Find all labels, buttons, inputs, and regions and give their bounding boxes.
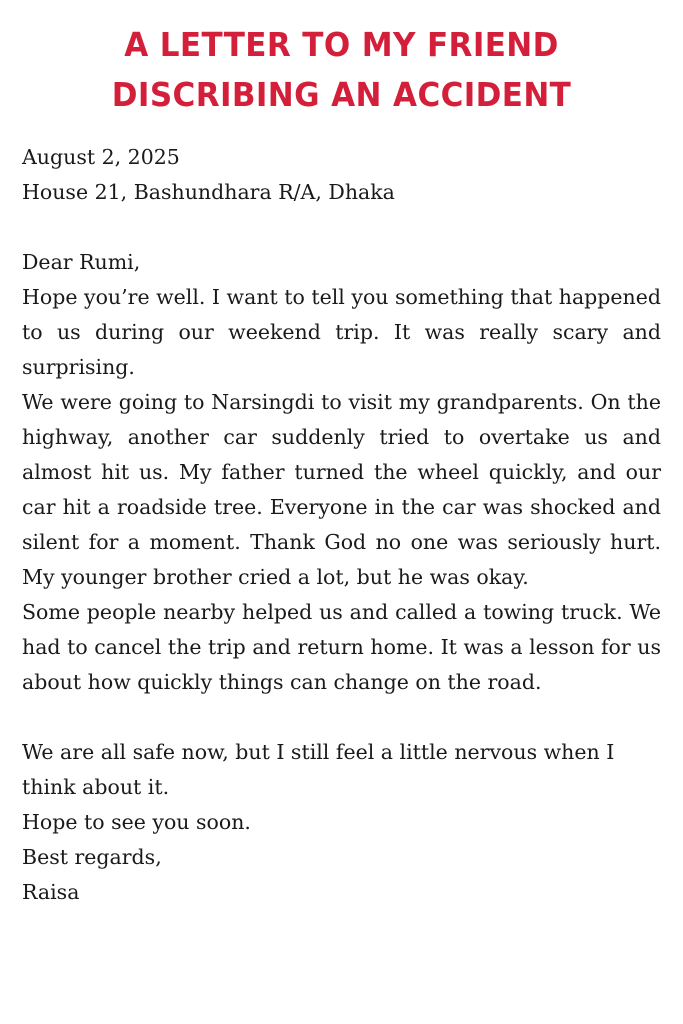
body-paragraph-3: Some people nearby helped us and called a towing truck. We had to cancel the trip and return home. It was a lesson for us about how quickly things can change on the road.	[22, 600, 668, 694]
blank-line-before-closing	[22, 700, 661, 735]
letter-date: August 2, 2025	[22, 145, 180, 169]
date-address-block	[22, 140, 661, 210]
letter-address: House 21, Bashundhara R/A, Dhaka	[22, 180, 395, 204]
signature: Raisa	[22, 880, 80, 904]
salutation: Dear Rumi,	[22, 250, 141, 274]
body-paragraph-2: We were going to Narsingdi to visit my grandparents. On the highway, another car suddenly tried to overtake us and almost hit us. My father turned the wheel quickly, and our car hit a roadside tree. Everyone in the car was shocked and silent for a moment. Thank God no one was seriously hurt. My younger brother cried a lot, but he was okay.	[22, 390, 668, 589]
body-paragraph-1: Hope you’re well. I want to tell you something that happened to us during our weekend trip. It was really scary and surprising.	[22, 285, 668, 379]
title-line-2: AN ACCIDENT	[331, 75, 572, 114]
letter-body	[22, 140, 668, 910]
closing-line-3: Best regards,	[22, 845, 162, 869]
closing-line-2: Hope to see you soon.	[22, 810, 251, 834]
blank-line-before-salutation	[22, 210, 661, 245]
title-line-1: A LETTER TO MY FRIEND DISCRIBING	[111, 25, 559, 114]
page-title	[41, 0, 642, 120]
closing-line-1: We are all safe now, but I still feel a little nervous when I think about it.	[22, 740, 621, 799]
closing-block	[22, 735, 661, 910]
